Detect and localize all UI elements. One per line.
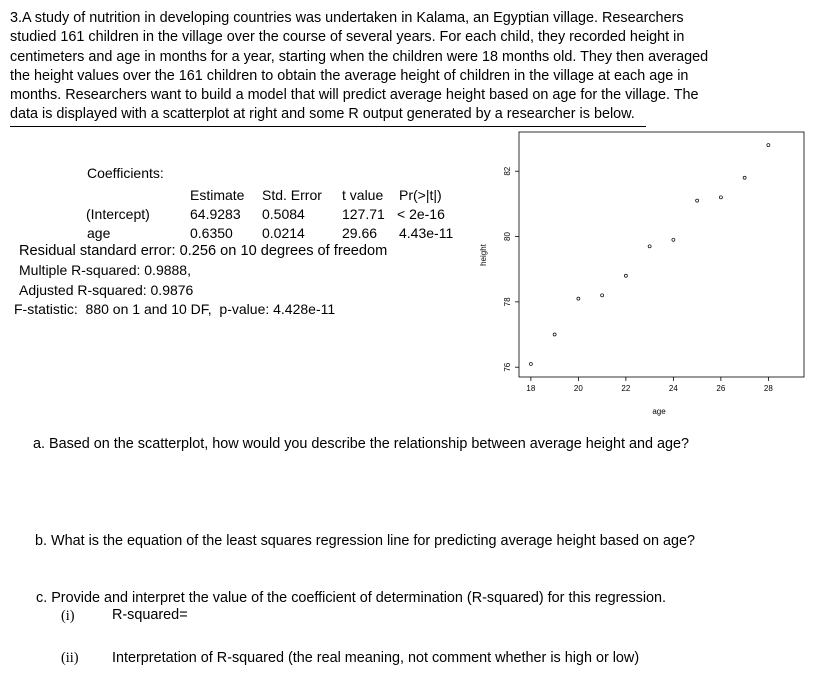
question-b: b. What is the equation of the least squares regression line for predicting average height based on age? xyxy=(35,533,695,549)
row-intercept-name: (Intercept) xyxy=(86,206,150,222)
row-age-std-error: 0.0214 xyxy=(262,225,305,241)
x-tick-label: 24 xyxy=(668,384,678,393)
data-point xyxy=(648,245,651,248)
data-point xyxy=(719,196,722,199)
x-tick-label: 22 xyxy=(621,384,631,393)
row-intercept-t-value: 127.71 xyxy=(342,206,385,222)
scatterplot xyxy=(470,128,810,423)
row-age-p-value: 4.43e-11 xyxy=(399,225,454,241)
question-c: c. Provide and interpret the value of the coefficient of determination (R-squared) for this regression. xyxy=(36,590,667,606)
adjusted-r-squared: Adjusted R-squared: 0.9876 xyxy=(19,282,194,298)
data-point xyxy=(624,274,627,277)
data-points xyxy=(529,128,793,365)
y-tick-label: 82 xyxy=(503,166,512,176)
intro-line: 3.A study of nutrition in developing countries was undertaken in Kalama, an Egyptian village. Researchers xyxy=(10,10,684,26)
residual-standard-error: Residual standard error: 0.256 on 10 degrees of freedom xyxy=(19,243,388,259)
data-point xyxy=(767,144,770,147)
intro-paragraph xyxy=(10,9,810,125)
plot-frame xyxy=(519,132,804,377)
question-c-i-number: (i) xyxy=(61,608,75,624)
x-axis-label: age xyxy=(652,407,666,416)
row-age-estimate: 0.6350 xyxy=(190,225,233,241)
header-estimate: Estimate xyxy=(190,187,245,203)
row-age-t-value: 29.66 xyxy=(342,225,378,241)
header-std-error: Std. Error xyxy=(262,187,322,203)
data-point xyxy=(743,176,746,179)
row-intercept-p-value: < 2e-16 xyxy=(397,206,445,222)
data-point xyxy=(601,294,604,297)
row-age-name: age xyxy=(87,225,111,241)
y-tick-label: 76 xyxy=(503,362,512,372)
x-tick-label: 18 xyxy=(526,384,536,393)
question-c-ii-number: (ii) xyxy=(61,650,79,666)
row-intercept-estimate: 64.9283 xyxy=(190,206,241,222)
question-c-ii-text: Interpretation of R-squared (the real meaning, not comment whether is high or low) xyxy=(112,650,640,666)
y-axis-label: height xyxy=(479,244,488,266)
header-t-value: t value xyxy=(342,187,384,203)
y-tick-label: 80 xyxy=(503,232,512,241)
f-statistic: F-statistic: 880 on 1 and 10 DF, p-value: 4.428e-11 xyxy=(14,301,336,317)
intro-line: studied 161 children in the village over the course of several years. For each child, they recorded height in xyxy=(10,29,685,46)
y-axis xyxy=(503,166,519,371)
row-intercept-std-error: 0.5084 xyxy=(262,206,305,222)
header-p-value: Pr(>|t|) xyxy=(399,187,442,203)
x-tick-label: 26 xyxy=(716,384,726,393)
multiple-r-squared: Multiple R-squared: 0.9888, xyxy=(19,262,191,278)
coefficients-label: Coefficients: xyxy=(87,165,164,181)
x-axis xyxy=(526,377,773,393)
intro-line: months. Researchers want to build a model that will predict average height based on age for the village. The xyxy=(10,87,699,104)
intro-line: centimeters and age in months for a year, starting when the children were 18 months old. They then averaged xyxy=(10,48,709,65)
intro-divider xyxy=(10,126,646,127)
intro-line: the height values over the 161 children to obtain the average height of children in the village at each age in xyxy=(10,67,689,84)
data-point xyxy=(529,362,532,365)
question-a: a. Based on the scatterplot, how would you describe the relationship between average height and age? xyxy=(33,436,690,452)
data-point xyxy=(672,238,675,241)
x-tick-label: 20 xyxy=(573,384,583,393)
question-c-i-text: R-squared= xyxy=(112,607,188,623)
y-tick-label: 78 xyxy=(503,297,512,307)
data-point xyxy=(577,297,580,300)
intro-line: data is displayed with a scatterplot at right and some R output generated by a researcher is below. xyxy=(10,106,635,123)
x-tick-label: 28 xyxy=(763,384,773,393)
data-point xyxy=(696,199,699,202)
data-point xyxy=(553,333,556,336)
